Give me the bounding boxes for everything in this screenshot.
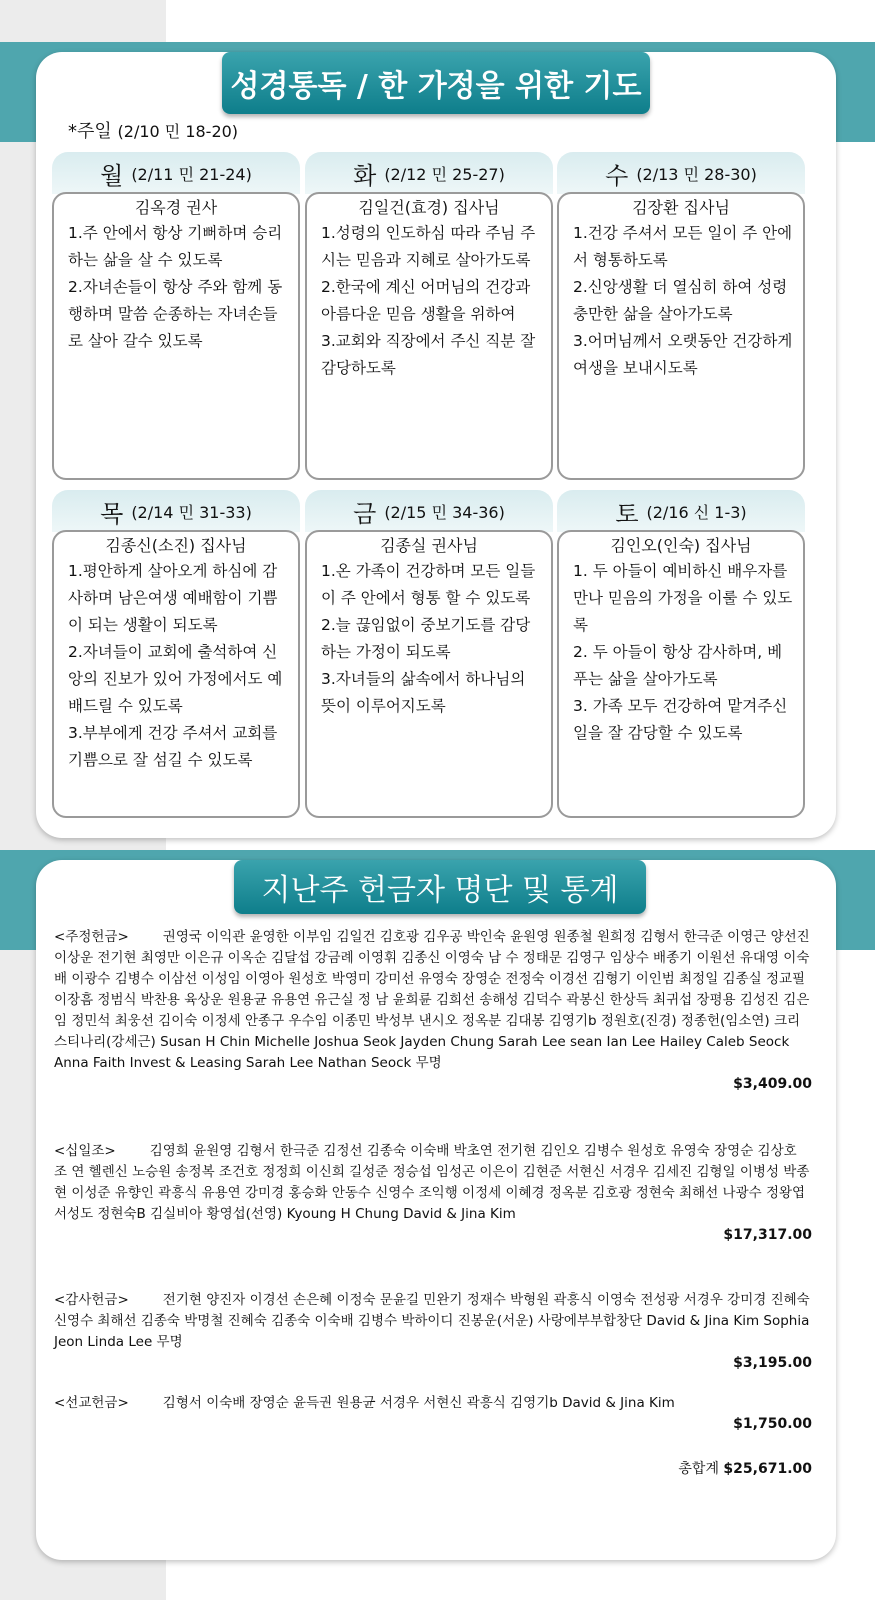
offering-label: <감사헌금> xyxy=(54,1292,129,1308)
prayer-item: 1.건강 주셔서 모든 일이 주 안에서 형통하도록 xyxy=(573,224,793,269)
offering-total: $1,750.00 xyxy=(733,1416,812,1432)
day-saturday xyxy=(557,490,805,742)
offering-group-sunday xyxy=(54,927,812,1095)
prayer-item: 1.주 안에서 항상 기뻐하며 승리하는 삶을 살 수 있도록 xyxy=(68,224,283,269)
prayer-list xyxy=(573,220,795,382)
prayer-box xyxy=(52,192,300,480)
prayer-person: 김종실 권사님 xyxy=(380,536,478,555)
prayer-item: 2.신앙생활 더 열심히 하여 성령 충만한 삶을 살아가도록 xyxy=(573,278,788,323)
prayer-list xyxy=(68,220,290,355)
day-reading-ref: (2/14 민 31-33) xyxy=(131,502,252,522)
prayer-item: 1.평안하게 살아오게 하심에 감사하며 남은여생 예배함이 기쁨이 되는 생활이 되도록 xyxy=(68,562,278,634)
prayer-item: 3.부부에게 건강 주셔서 교회를 기쁨으로 잘 섬길 수 있도록 xyxy=(68,724,278,769)
day-name: 화 xyxy=(353,161,377,190)
prayer-item: 2.자녀들이 교회에 출석하여 신앙의 진보가 있어 가정에서도 예배드릴 수 있도록 xyxy=(68,643,283,715)
prayer-list xyxy=(573,558,795,747)
day-header xyxy=(557,152,805,194)
offering-banner-title: 지난주 헌금자 명단 및 통계 xyxy=(234,860,646,914)
day-header xyxy=(305,152,553,194)
offering-names xyxy=(54,1141,812,1225)
offering-total: $3,195.00 xyxy=(733,1355,812,1371)
prayer-item: 2.자녀손들이 항상 주와 함께 동행하며 말씀 순종하는 자녀손들로 살아 갈수 있도록 xyxy=(68,278,283,350)
offering-name-list: 권영국 이익관 윤영한 이부임 김일건 김호광 김우공 박인숙 윤원영 원종철 원희정 김형서 한극준 이영근 양선진 이상운 전기현 최영만 이은규 이옥순 김달섭 강금례 이영휘 김종신 이영숙 남 수 정태문 김영구 임상수 배종기 이원선 유대영 이숙배 이광수 김병수 이삼선 이성임 이영아 원성호 박영미 강미선 유영숙 장영순 전정숙 이경선 김형기 이인범 최정일 김종실 정교필 이장흠 정범식 박찬용 육상운 원용균 유용연 유근실 정 남 윤희륜 김희선 송해성 김덕수 곽봉신 한상득 최귀섭 장평용 김성진 김은임 정민석 최웅선 김이숙 이정세 안종구 우수임 이종민 박성부 낸시오 정옥분 김대봉 김영기b 정원호(진경) 정종헌(임소연) 크리스티나리(강세근) Susan H Chin Michelle Joshua Seok Jayden Chung Sarah Lee sean Ian Lee Hailey Caleb Seock Anna Faith Invest & Leasing Sarah Lee Nathan Seock 무명 xyxy=(54,929,810,1071)
day-reading-ref: (2/15 민 34-36) xyxy=(384,502,505,522)
prayer-person: 김일건(효경) 집사님 xyxy=(358,198,500,217)
prayer-box xyxy=(557,530,805,818)
prayer-box xyxy=(305,530,553,818)
prayer-item: 3.어머님께서 오랫동안 건강하게 여생을 보내시도록 xyxy=(573,332,793,377)
prayer-item: 3.자녀들의 삶속에서 하나님의 뜻이 이루어지도록 xyxy=(321,670,526,715)
grand-total-value: $25,671.00 xyxy=(723,1461,812,1477)
offering-names xyxy=(54,1290,812,1353)
offering-label: <선교헌금> xyxy=(54,1395,129,1411)
day-reading-ref: (2/13 민 28-30) xyxy=(636,164,757,184)
prayer-item: 2. 두 아들이 항상 감사하며, 베푸는 삶을 살아가도록 xyxy=(573,643,783,688)
prayer-person: 김장환 집사님 xyxy=(632,198,730,217)
prayer-person: 김인오(인숙) 집사님 xyxy=(610,536,752,555)
grand-total-label: 총합계 xyxy=(678,1461,719,1477)
grand-total xyxy=(54,1458,812,1478)
offering-total: $3,409.00 xyxy=(733,1076,812,1092)
day-friday xyxy=(305,490,553,715)
prayer-item: 1.성령의 인도하심 따라 주님 주시는 믿음과 지혜로 살아가도록 xyxy=(321,224,536,269)
day-monday xyxy=(52,152,300,350)
day-wednesday xyxy=(557,152,805,377)
day-reading-ref: (2/12 민 25-27) xyxy=(384,164,505,184)
sunday-label: *주일 xyxy=(68,121,112,142)
offering-name-list: 전기현 양진자 이경선 손은혜 이정숙 문윤길 민완기 정재수 박형원 곽흥식 이영숙 전성광 서경우 강미경 진혜숙 신영수 최해선 김종숙 박명철 진혜숙 김종숙 이숙배 김병수 박하이디 진봉운(서운) 사랑에부부합창단 David & Jina Kim Sophia Jeon Linda Lee 무명 xyxy=(54,1292,810,1350)
day-header xyxy=(52,490,300,532)
offering-name-list: 김영희 윤원영 김형서 한극준 김정선 김종숙 이숙배 박초연 전기현 김인오 김병수 원성호 유영숙 장영순 김상호 조 연 헬렌신 노승원 송정복 조건호 정정희 이신희 길성준 정승섭 임성곤 이은이 김현준 서현신 서경우 김세진 김형일 이병성 박종현 이성준 유향인 곽흥식 유용연 강미경 홍승화 안동수 신영수 조익행 이정세 이혜경 정옥분 김호광 정현숙 최해선 나광수 정왕엽 서성도 정현숙B 김실비아 황영섭(선영) Kyoung H Chung David & Jina Kim xyxy=(54,1143,810,1222)
day-reading-ref: (2/11 민 21-24) xyxy=(131,164,252,184)
prayer-item: 1. 두 아들이 예비하신 배우자를 만나 믿음의 가정을 이룰 수 있도록 xyxy=(573,562,793,634)
prayer-item: 3.교회와 직장에서 주신 직분 잘 감당하도록 xyxy=(321,332,536,377)
prayer-banner-title: 성경통독 / 한 가정을 위한 기도 xyxy=(222,52,650,114)
day-header xyxy=(52,152,300,194)
sunday-ref: (2/10 민 18-20) xyxy=(117,122,239,141)
day-reading-ref: (2/16 신 1-3) xyxy=(646,502,747,522)
day-header xyxy=(305,490,553,532)
day-header xyxy=(557,490,805,532)
day-name: 금 xyxy=(353,499,377,528)
day-tuesday xyxy=(305,152,553,377)
prayer-person: 김옥경 권사 xyxy=(134,198,218,217)
offering-label: <주정헌금> xyxy=(54,929,129,945)
prayer-item: 3. 가족 모두 건강하여 맡겨주신 일을 잘 감당할 수 있도록 xyxy=(573,697,788,742)
prayer-list xyxy=(321,220,543,382)
offering-names xyxy=(54,1393,812,1414)
day-thursday xyxy=(52,490,300,769)
day-name: 월 xyxy=(100,161,124,190)
prayer-box xyxy=(557,192,805,480)
prayer-item: 2.한국에 계신 어머님의 건강과 아름다운 믿음 생활을 위하여 xyxy=(321,278,531,323)
offering-group-tithe xyxy=(54,1141,812,1246)
sunday-reading xyxy=(68,117,238,143)
prayer-list xyxy=(321,558,543,720)
day-name: 목 xyxy=(100,499,124,528)
day-name: 토 xyxy=(615,499,639,528)
prayer-box xyxy=(52,530,300,818)
prayer-list xyxy=(68,558,290,774)
offering-names xyxy=(54,927,812,1074)
offering-label: <십일조> xyxy=(54,1143,116,1159)
offering-group-thanks xyxy=(54,1290,812,1374)
prayer-item: 2.늘 끊임없이 중보기도를 감당하는 가정이 되도록 xyxy=(321,616,531,661)
prayer-box xyxy=(305,192,553,480)
offering-group-mission xyxy=(54,1393,812,1435)
offering-name-list: 김형서 이숙배 장영순 윤득권 원용균 서경우 서현신 곽흥식 김영기b David & Jina Kim xyxy=(162,1395,675,1411)
day-name: 수 xyxy=(605,161,629,190)
prayer-person: 김종신(소진) 집사님 xyxy=(105,536,247,555)
offering-total: $17,317.00 xyxy=(723,1227,812,1243)
prayer-item: 1.온 가족이 건강하며 모든 일들이 주 안에서 형통 할 수 있도록 xyxy=(321,562,536,607)
